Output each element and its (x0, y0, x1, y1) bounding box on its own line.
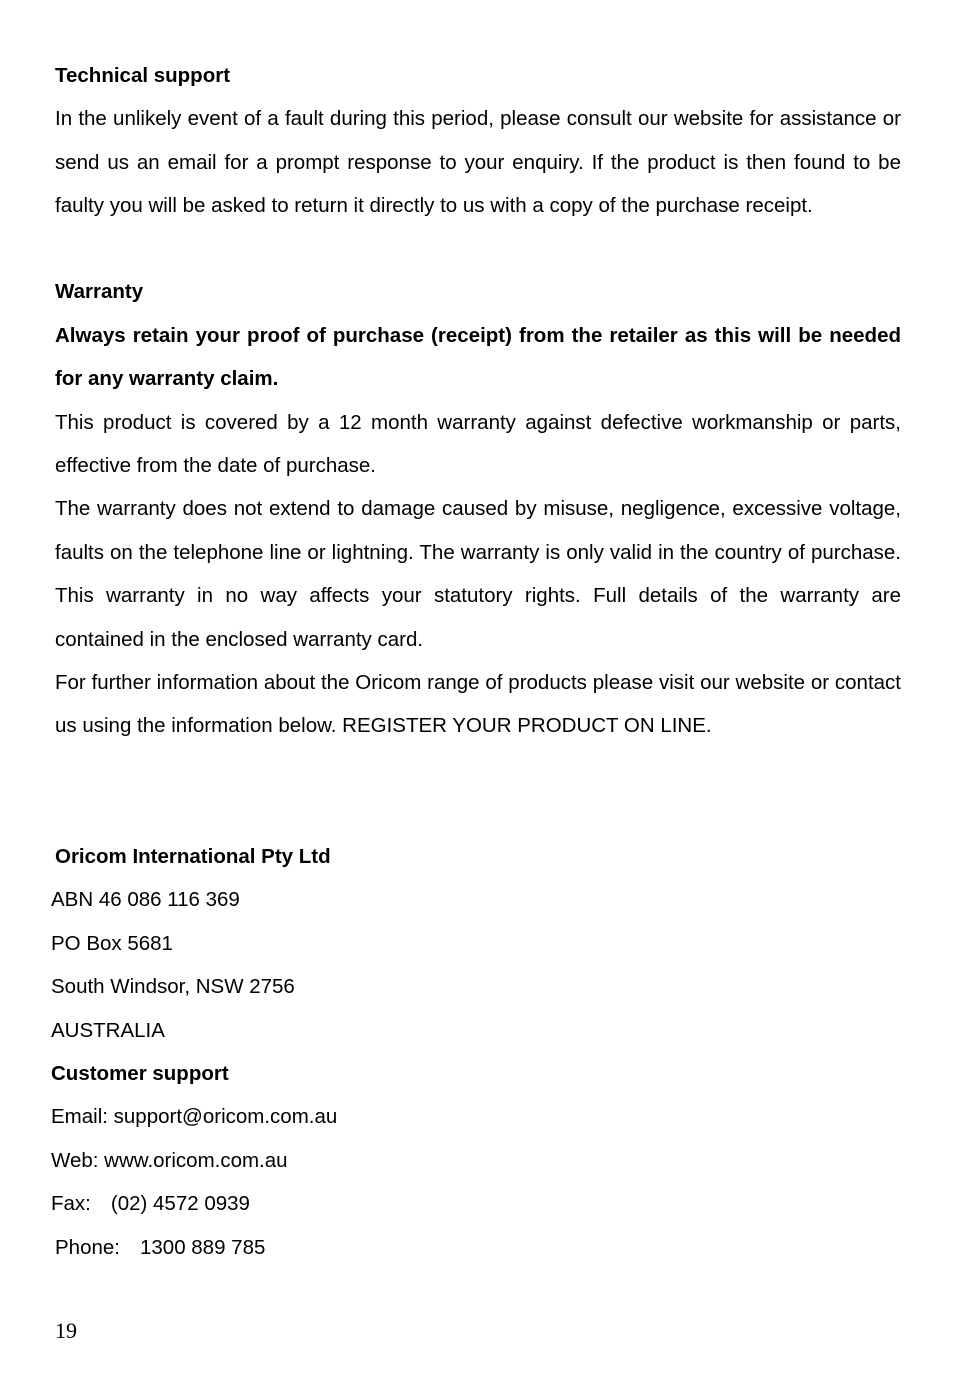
contact-block (51, 835, 651, 1269)
warranty-notice: Always retain your proof of purchase (receipt) from the retailer as this will be needed for any warranty claim. (55, 323, 901, 391)
support-fax (51, 1182, 651, 1225)
page-number: 19 (55, 1318, 77, 1343)
spacer (55, 228, 901, 271)
support-email: Email: support@oricom.com.au (51, 1105, 338, 1129)
company-country: AUSTRALIA (51, 1018, 165, 1042)
company-name: Oricom International Pty Ltd (55, 845, 331, 868)
company-city: South Windsor, NSW 2756 (51, 975, 295, 999)
fax-label: Fax: (51, 1192, 91, 1216)
support-web: Web: www.oricom.com.au (51, 1148, 288, 1172)
warranty-exclusions: The warranty does not extend to damage caused by misuse, negligence, excessive voltage, faults on the telephone line or lightning. The warranty is only valid in the country of purchase. This warranty in no way affects your statutory rights. Full details of the warranty are contained in the enclosed warranty card. (55, 497, 901, 651)
fax-number: (02) 4572 0939 (110, 1192, 250, 1216)
phone-number: 1300 889 785 (139, 1235, 266, 1259)
phone-label: Phone: (55, 1235, 120, 1259)
warranty-coverage: This product is covered by a 12 month warranty against defective workmanship or parts, effective from the date of purchase. (55, 410, 901, 478)
document-page (55, 54, 901, 748)
warranty-heading: Warranty (55, 280, 144, 304)
support-phone (55, 1226, 651, 1269)
company-abn: ABN 46 086 116 369 (51, 888, 240, 912)
technical-support-paragraph: In the unlikely event of a fault during this period, please consult our website for assistance or send us an email for a prompt response to your enquiry. If the product is then found to be faulty you will be asked to return it directly to us with a copy of the purchase receipt. (55, 107, 901, 218)
company-po-box: PO Box 5681 (51, 931, 173, 955)
further-information: For further information about the Oricom range of products please visit our website or contact us using the information below. REGISTER YOUR PRODUCT ON LINE. (55, 671, 901, 738)
technical-support-heading: Technical support (55, 64, 231, 87)
customer-support-heading: Customer support (51, 1061, 229, 1085)
